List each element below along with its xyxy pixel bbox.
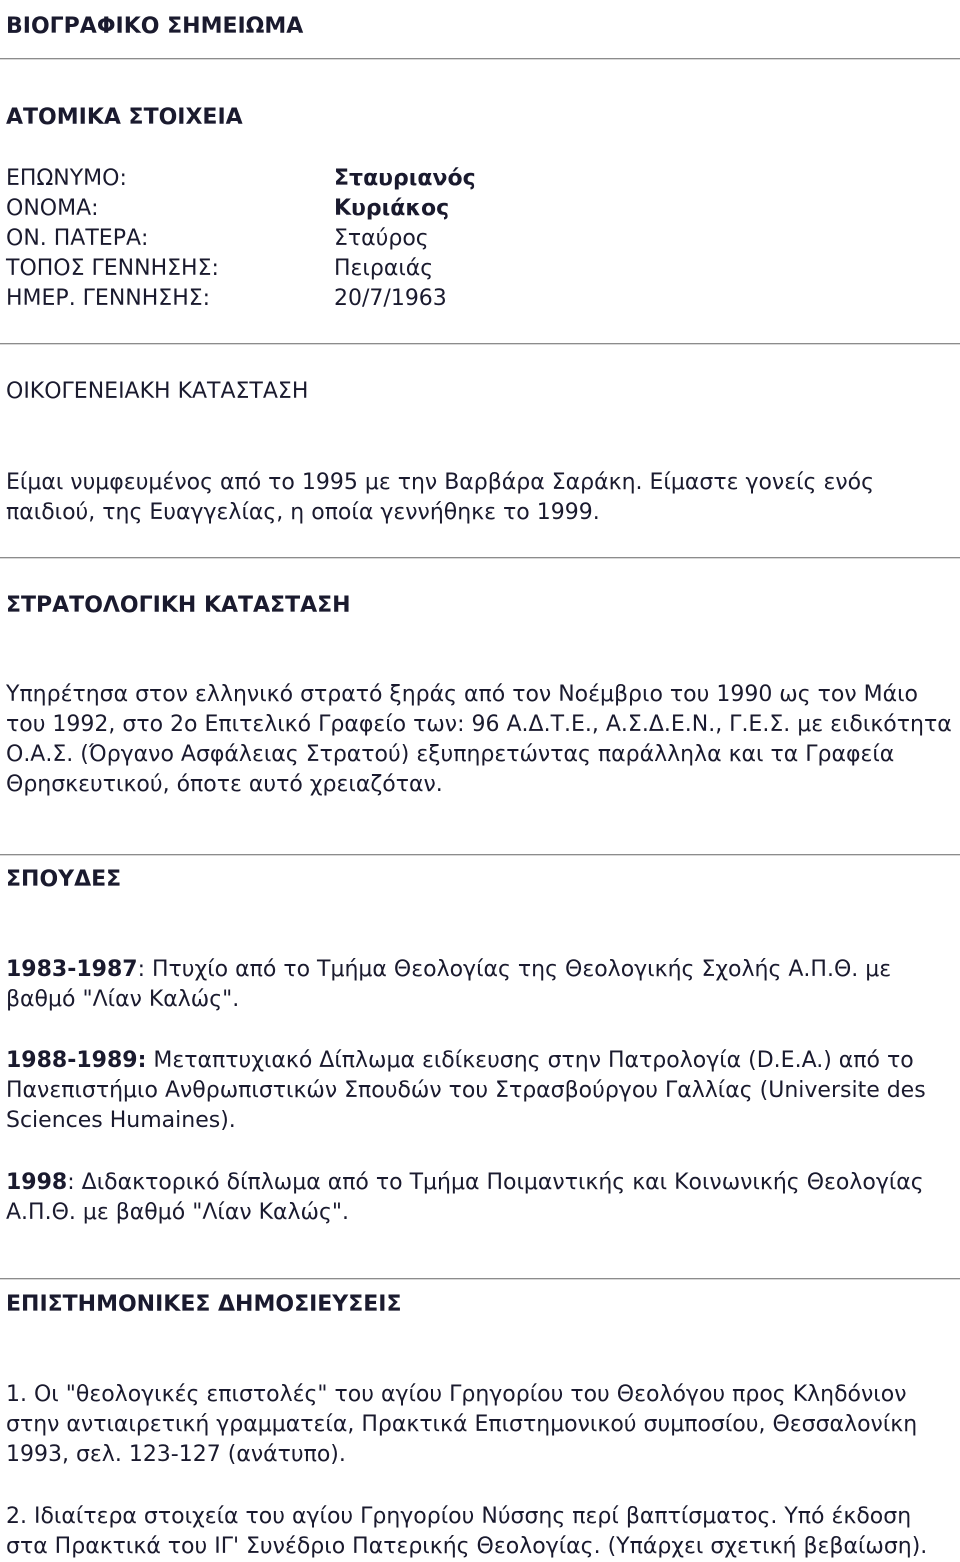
- section-divider: [0, 343, 960, 344]
- info-label: ΕΠΩΝΥΜΟ:: [6, 166, 127, 191]
- section-divider: [0, 1278, 960, 1279]
- publication-item: 2. Ιδιαίτερα στοιχεία του αγίου Γρηγορίου Νύσσης περί βαπτίσματος. Υπό έκδοση στα Πρακτικά του ΙΓ' Συνέδριο Πατερικής Θεολογίας. (Υπάρχει σχετική βεβαίωση).: [6, 1504, 928, 1559]
- info-label: ΟΝΟΜΑ:: [6, 196, 99, 221]
- publications-heading: ΕΠΙΣΤΗΜΟΝΙΚΕΣ ΔΗΜΟΣΙΕΥΣΕΙΣ: [6, 1292, 402, 1317]
- info-row-birthdate: [6, 284, 954, 314]
- study-text: Μεταπτυχιακό Δίπλωμα ειδίκευσης στην Πατρολογία (D.E.A.) από το Πανεπιστήμιο Ανθρωπιστικών Σπουδών του Στρασβούργου Γαλλίας (Universite des Sciences Humaines).: [6, 1048, 926, 1133]
- military-text: Υπηρέτησα στον ελληνικό στρατό ξηράς από τον Νοέμβριο του 1990 ως τον Μάιο του 1992, στο 2ο Επιτελικό Γραφείο των: 96 Α.Δ.Τ.Ε., Α.Σ.Δ.Ε.Ν., Γ.Ε.Σ. με ειδικότητα Ο.Α.Σ. (Όργανο Ασφάλειας Στρατού) εξυπηρετώντας παράλληλα και τα Γραφεία Θρησκευτικού, όποτε αυτό χρειαζόταν.: [6, 682, 952, 797]
- study-text: Πτυχίο από το Τμήμα Θεολογίας της Θεολογικής Σχολής Α.Π.Θ. με βαθμό "Λίαν Καλώς".: [6, 957, 892, 1012]
- study-years: 1983-1987: [6, 957, 138, 982]
- document-title: ΒΙΟΓΡΑΦΙΚΟ ΣΗΜΕΙΩΜΑ: [6, 14, 304, 39]
- study-years: 1998: [6, 1170, 68, 1195]
- studies-heading: ΣΠΟΥΔΕΣ: [6, 867, 122, 892]
- info-value: Σταύρος: [334, 226, 429, 251]
- family-heading: ΟΙΚΟΓΕΝΕΙΑΚΗ ΚΑΤΑΣΤΑΣΗ: [6, 379, 309, 404]
- section-divider: [0, 854, 960, 855]
- info-row-surname: [6, 164, 954, 194]
- study-entry: [6, 1168, 954, 1228]
- section-divider: [0, 557, 960, 558]
- info-label: ΟΝ. ΠΑΤΕΡΑ:: [6, 226, 149, 251]
- info-value: Σταυριανός: [334, 166, 476, 191]
- personal-heading: ΑΤΟΜΙΚΑ ΣΤΟΙΧΕΙΑ: [6, 105, 243, 130]
- personal-info-table: [6, 164, 954, 314]
- info-row-name: [6, 194, 954, 224]
- study-entry: [6, 955, 954, 1015]
- info-value: Πειραιάς: [334, 256, 434, 281]
- family-text: Είμαι νυμφευμένος από το 1995 με την Βαρβάρα Σαράκη. Είμαστε γονείς ενός παιδιού, της Ευαγγελίας, η οποία γεννήθηκε το 1999.: [6, 470, 875, 525]
- info-label: ΗΜΕΡ. ΓΕΝΝΗΣΗΣ:: [6, 286, 211, 311]
- study-years: 1988-1989:: [6, 1048, 147, 1073]
- info-value: 20/7/1963: [334, 286, 447, 311]
- info-label: ΤΟΠΟΣ ΓΕΝΝΗΣΗΣ:: [6, 256, 219, 281]
- publication-item: 1. Οι "θεολογικές επιστολές" του αγίου Γρηγορίου του Θεολόγου προς Κληδόνιον στην αντιαιρετική γραμματεία, Πρακτικά Επιστημονικού συμποσίου, Θεσσαλονίκη 1993, σελ. 123-127 (ανάτυπο).: [6, 1382, 918, 1467]
- info-row-father-name: [6, 224, 954, 254]
- info-row-birthplace: [6, 254, 954, 284]
- study-text: Διδακτορικό δίπλωμα από το Τμήμα Ποιμαντικής και Κοινωνικής Θεολογίας Α.Π.Θ. με βαθμό "Λίαν Καλώς".: [6, 1170, 924, 1225]
- military-heading: ΣΤΡΑΤΟΛΟΓΙΚΗ ΚΑΤΑΣΤΑΣΗ: [6, 593, 351, 618]
- study-entry: [6, 1046, 954, 1136]
- section-divider: [0, 58, 960, 59]
- study-separator: :: [67, 1170, 75, 1195]
- info-value: Κυριάκος: [334, 196, 450, 221]
- study-separator: :: [137, 957, 146, 982]
